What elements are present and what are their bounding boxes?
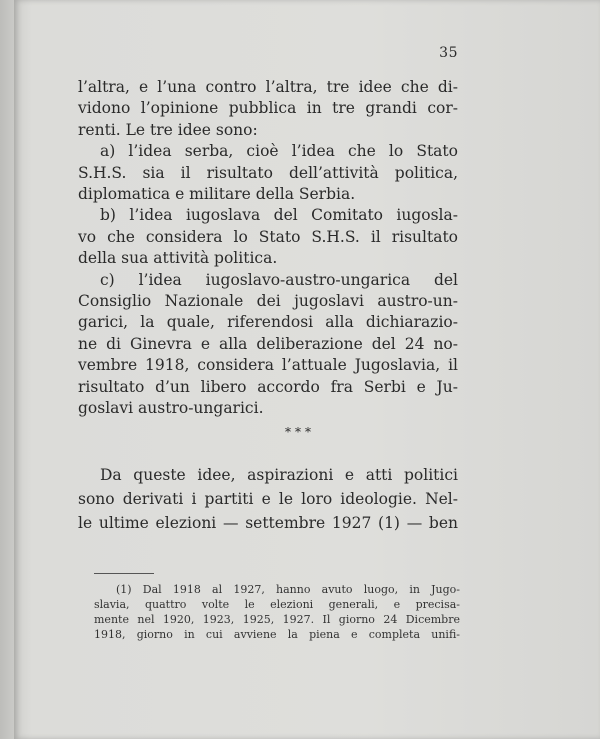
text-line: l’altra, e l’una contro l’altra, tre idee che di- — [78, 78, 458, 96]
text-line: ne di Ginevra e alla deliberazione del 24 no- — [78, 334, 458, 353]
main-text-block — [78, 77, 458, 420]
text-line: vo che considera lo Stato S.H.S. il risultato — [78, 227, 458, 246]
footnote-line: (1) Dal 1918 al 1927, hanno avuto luogo, in Jugo- — [116, 583, 460, 596]
text-line: le ultime elezioni — settembre 1927 (1) — ben — [78, 514, 458, 532]
list-item-a: a) l’idea serba, cioè l’idea che lo Stato — [100, 142, 458, 161]
second-text-block — [78, 463, 458, 535]
text-line: sono derivati i partiti e le loro ideologie. Nel- — [78, 490, 458, 508]
footnote-divider — [94, 573, 154, 574]
list-item-c: c) l’idea iugoslavo-austro-ungarica del — [100, 270, 458, 289]
page-number: 35 — [439, 45, 458, 61]
text-line: garici, la quale, riferendosi alla dichiarazio- — [78, 313, 458, 332]
text-line: della sua attività politica. — [78, 249, 278, 268]
footnote — [94, 582, 460, 642]
text-line: vembre 1918, considera l’attuale Jugoslavia, il — [78, 356, 458, 375]
text-line: vidono l’opinione pubblica in tre grandi cor- — [78, 99, 458, 118]
text-line: risultato d’un libero accordo fra Serbi e Ju- — [78, 377, 458, 396]
text-line: goslavi austro-ungarici. — [78, 399, 264, 418]
text-line: Da queste idee, aspirazioni e atti politici — [100, 466, 458, 484]
list-item-b: b) l’idea iugoslava del Comitato iugosla- — [100, 206, 458, 225]
text-line: renti. Le tre idee sono: — [78, 120, 258, 139]
text-line: diplomatica e militare della Serbia. — [78, 185, 356, 204]
footnote-line: mente nel 1920, 1923, 1925, 1927. Il giorno 24 Dicembre — [94, 613, 460, 626]
text-line: S.H.S. sia il risultato dell’attività politica, — [78, 163, 458, 182]
footnote-line: 1918, giorno in cui avviene la piena e completa unifi- — [94, 628, 460, 641]
text-line: Consiglio Nazionale dei jugoslavi austro-un- — [78, 292, 458, 311]
book-gutter — [0, 0, 14, 739]
footnote-line: slavia, quattro volte le elezioni generali, e precisa- — [94, 598, 460, 611]
section-asterism: *** — [285, 425, 315, 439]
